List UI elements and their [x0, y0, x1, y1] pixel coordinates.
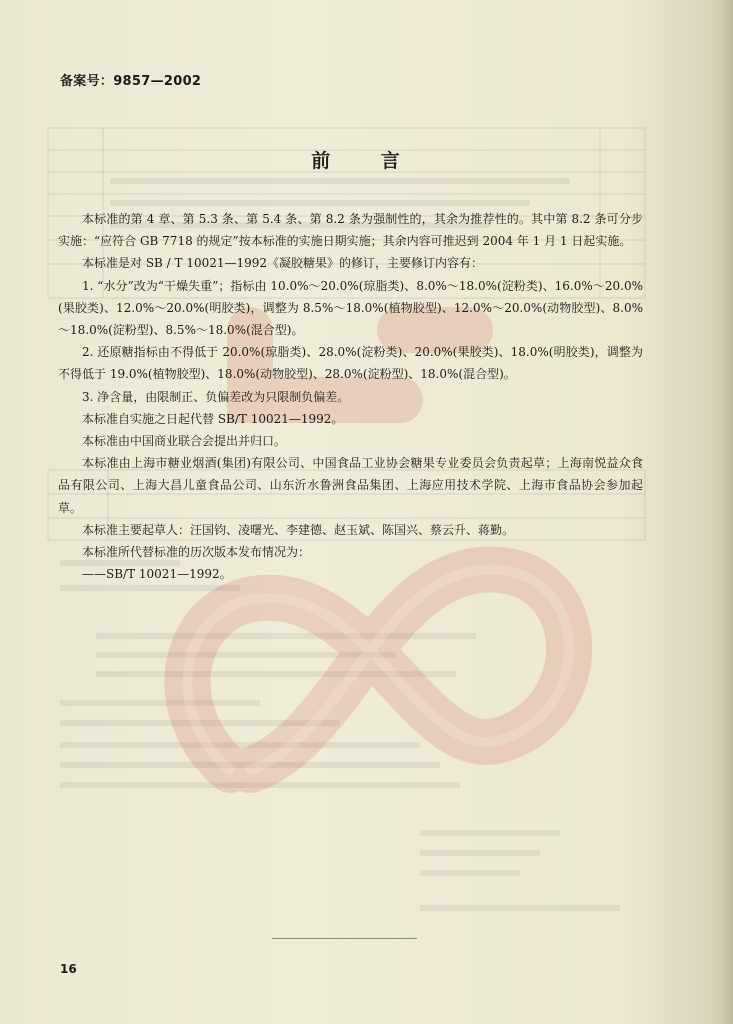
preface-title: 前 言: [311, 150, 422, 172]
filing-number: 备案号：9857—2002: [60, 74, 202, 89]
paragraph-revision-item-1: 1. “水分”改为“干燥失重”；指标由 10.0%～20.0%(琼脂类)、8.0%～18.0%(淀粉类)、16.0%～20.0%(果胶类)、12.0%～20.0%(明胶类)，调整为 8.5%～18.0%(植物胶型)、12.0%～20.0%(动物胶型)、8.0%～18.0%(淀粉型)、8.5%～18.0%(混合型)。: [58, 278, 643, 338]
paragraph-revision-item-2: 2. 还原糖指标由不得低于 20.0%(琼脂类)、28.0%(淀粉类)、20.0%(果胶类)、18.0%(明胶类)，调整为不得低于 19.0%(植物胶型)、18.0%(动物胶型)、28.0%(淀粉型)、18.0%(混合型)。: [58, 345, 643, 382]
paragraph-drafters: 本标准主要起草人：汪国钧、凌曙光、李建德、赵玉斌、陈国兴、蔡云升、蒋勤。: [82, 522, 515, 537]
page-number: 16: [60, 962, 77, 976]
paragraph-replacement: 本标准自实施之日起代替 SB/T 10021—1992。: [82, 411, 344, 426]
paragraph-history-item: ——SB/T 10021—1992。: [82, 567, 232, 582]
paragraph-revision-item-3: 3. 净含量，由限制正、负偏差改为只限制负偏差。: [82, 389, 350, 404]
preface-body: [58, 208, 643, 585]
paragraph-history-intro: 本标准所代替标准的历次版本发布情况为：: [82, 545, 311, 560]
footer-divider: [272, 938, 417, 939]
paragraph-proposer: 本标准由中国商业联合会提出并归口。: [82, 434, 287, 449]
paragraph-revision-intro: 本标准是对 SB / T 10021—1992《凝胶糖果》的修订，主要修订内容有：: [82, 256, 484, 271]
paragraph-mandatory-clauses: 本标准的第 4 章、第 5.3 条、第 5.4 条、第 8.2 条为强制性的，其余为推荐性的。其中第 8.2 条可分步实施：“应符合 GB 7718 的规定”按本标准的实施日期实施；其余内容可推迟到 2004 年 1 月 1 日起实施。: [58, 212, 643, 249]
paragraph-drafting-units: 本标准由上海市糖业烟酒(集团)有限公司、中国食品工业协会糖果专业委员会负责起草；上海南悦益众食品有限公司、上海大昌儿童食品公司、山东沂水鲁洲食品集团、上海应用技术学院、上海市食品协会参加起草。: [58, 456, 643, 515]
